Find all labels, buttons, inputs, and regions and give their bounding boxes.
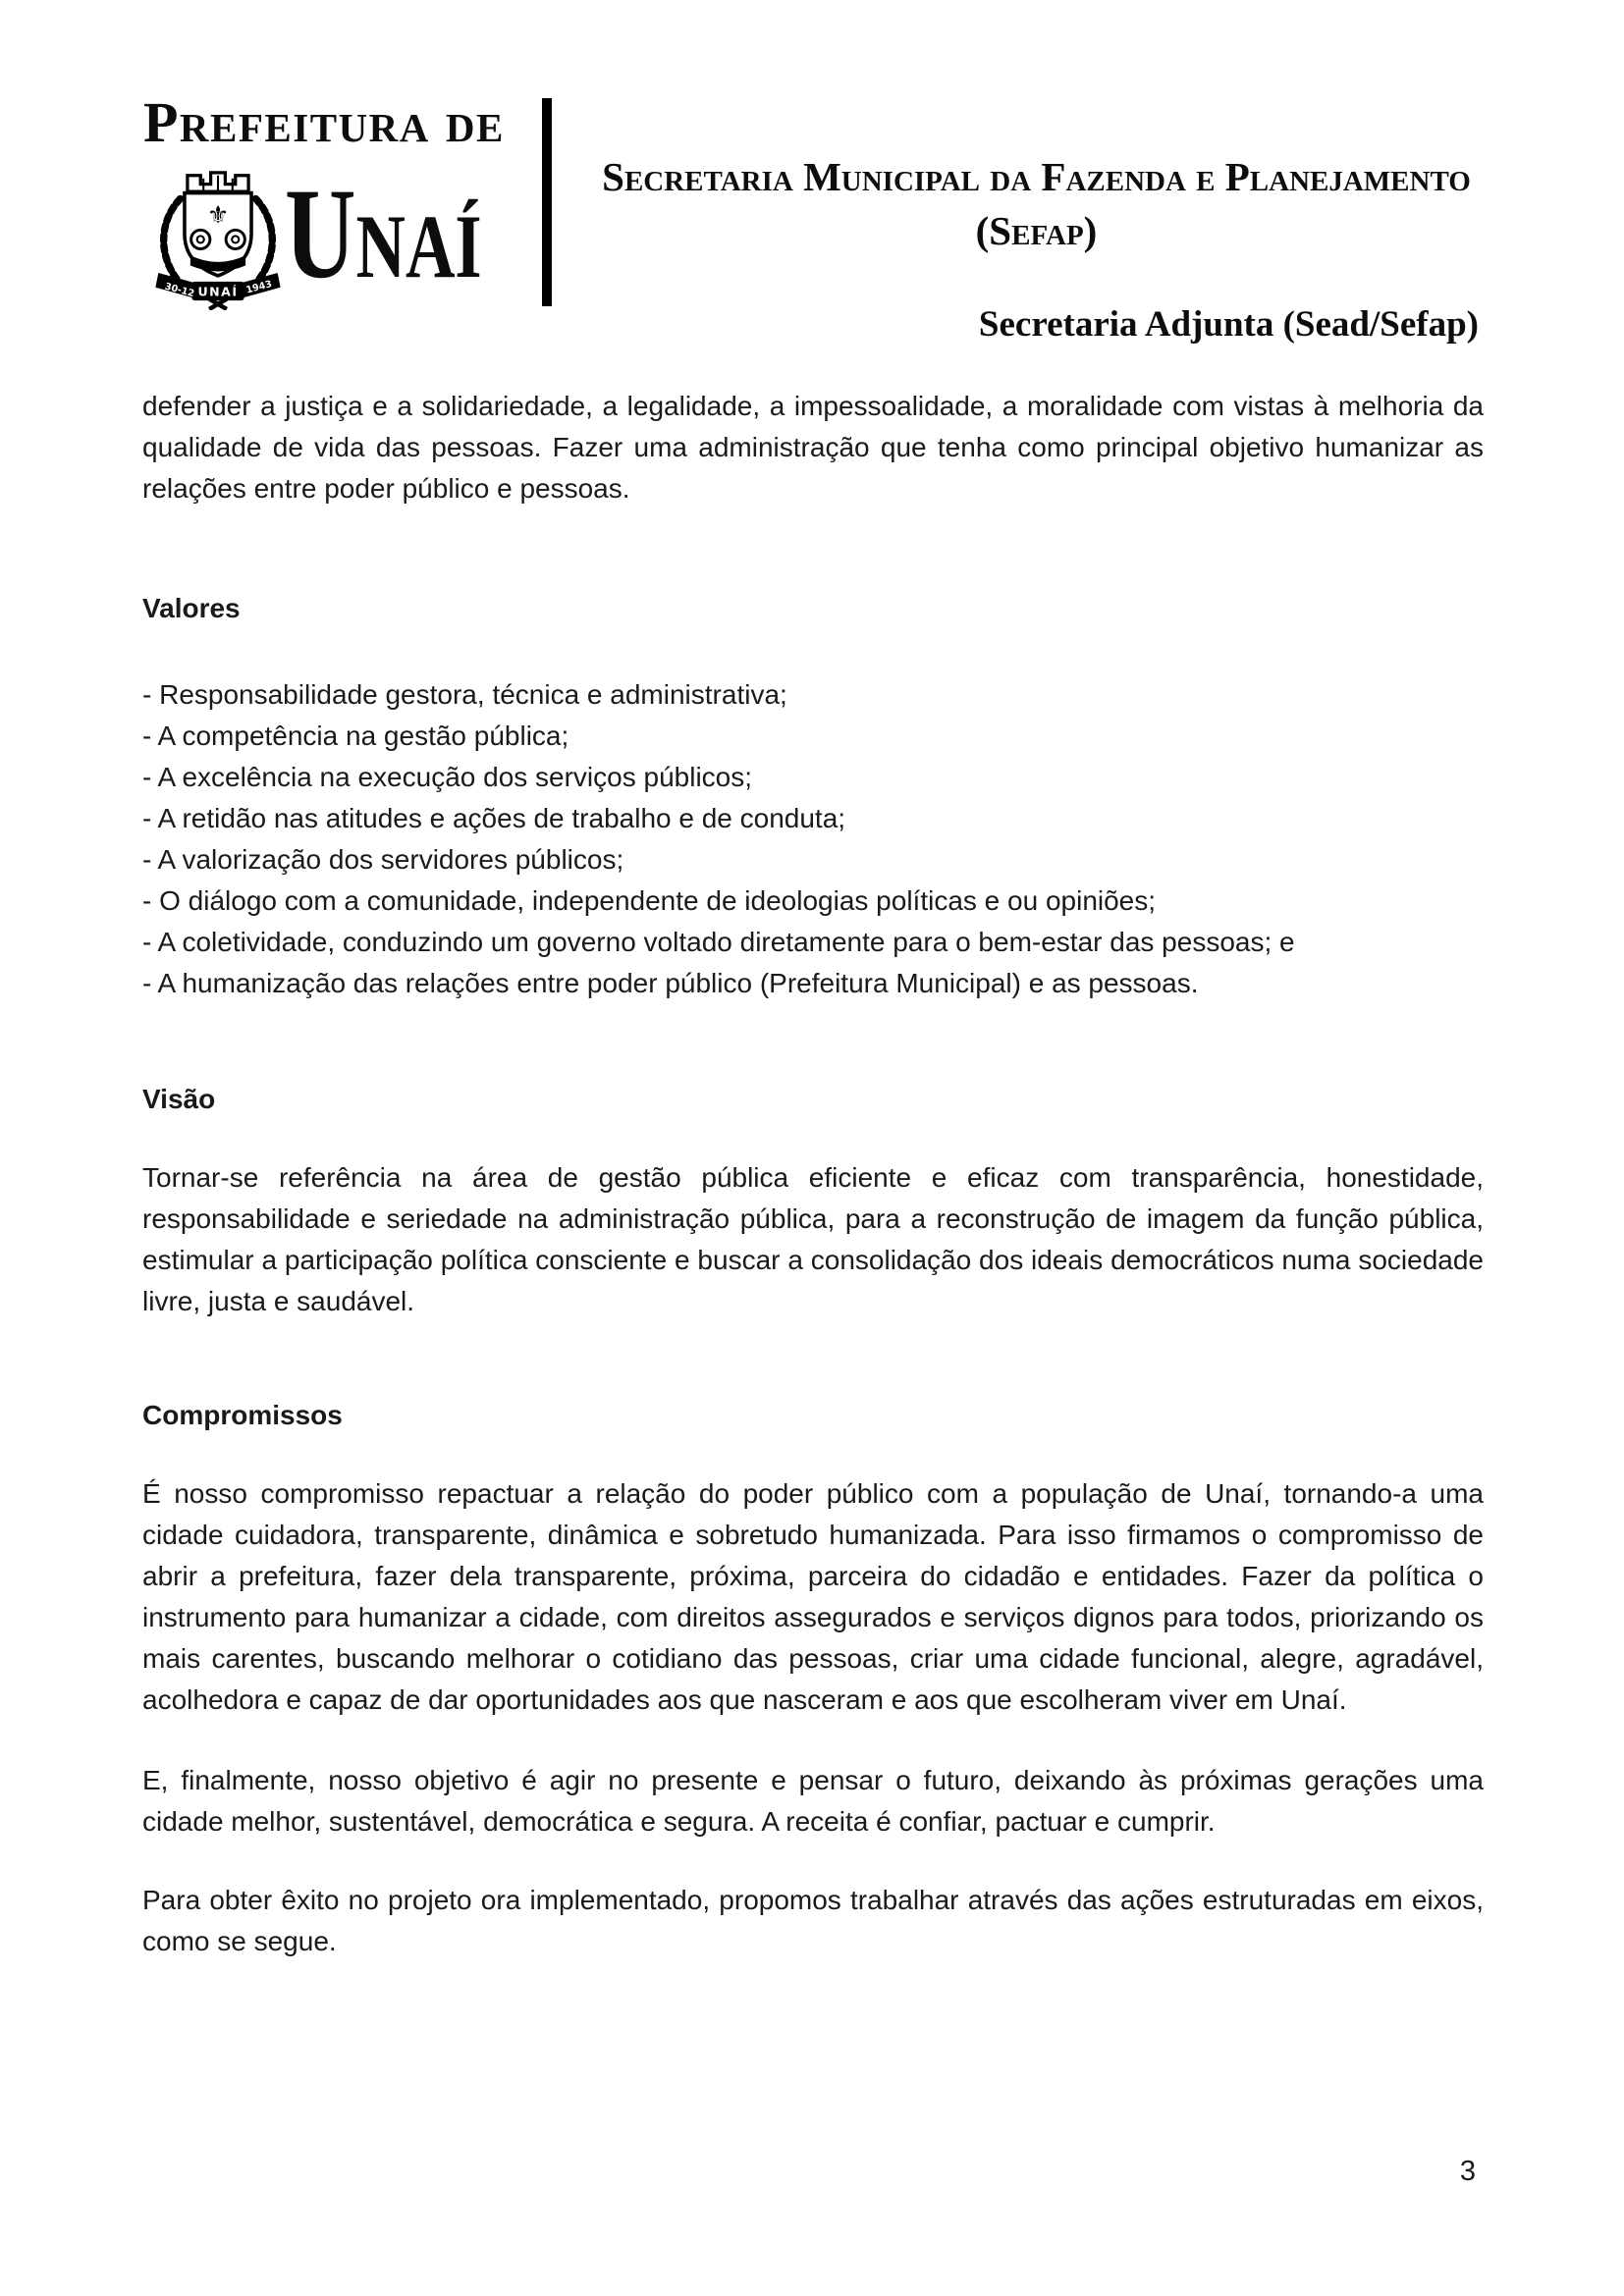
list-item: - A retidão nas atitudes e ações de trabalho e de conduta; xyxy=(142,803,846,833)
sub-department-title: Secretaria Adjunta (Sead/Sefap) xyxy=(978,304,1479,345)
crest-fleur-de-lis-icon: ⚜ xyxy=(206,200,230,230)
crest-branch-right xyxy=(255,198,272,281)
visao-paragraph: Tornar-se referência na área de gestão pública eficiente e eficaz com transparência, honestidade, responsabilidade e seriedade na administração pública, para a reconstrução de imagem da função pública, estimular a participação política consciente e buscar a consolidação dos ideais democráticos numa sociedade livre, justa e saudável. xyxy=(142,1162,1484,1316)
list-item: - A excelência na execução dos serviços públicos; xyxy=(142,762,753,792)
list-item: - A competência na gestão pública; xyxy=(142,721,569,751)
list-item: - A coletividade, conduzindo um governo voltado diretamente para o bem-estar das pessoas; e xyxy=(142,927,1295,957)
list-item: - A valorização dos servidores públicos; xyxy=(142,844,624,875)
crest-branch-left xyxy=(164,198,181,281)
department-abbreviation: (Sefap) xyxy=(975,208,1098,254)
section-visao xyxy=(142,1079,1484,1322)
list-item: - A humanização das relações entre poder público (Prefeitura Municipal) e as pessoas. xyxy=(142,968,1199,998)
brand-name: Unaí xyxy=(285,161,482,305)
header-double-rule xyxy=(542,98,552,306)
crest-banner-right-text: 1943 xyxy=(244,279,274,296)
department-title: Secretaria Municipal da Fazenda e Planejamento xyxy=(602,154,1471,199)
compromissos-paragraph: E, finalmente, nosso objetivo é agir no presente e pensar o futuro, deixando às próximas gerações uma cidade melhor, sustentável, democrática e segura. A receita é confiar, pactuar e cumprir. xyxy=(142,1765,1484,1837)
section-compromissos xyxy=(142,1395,1484,1962)
compromissos-paragraph: É nosso compromisso repactuar a relação do poder público com a população de Unaí, tornando-a uma cidade cuidadora, transparente, dinâmica e sobretudo humanizada. Para isso firmamos o compromisso de abrir a prefeitura, fazer dela transparente, próxima, parceira do cidadão e entidades. Fazer da política o instrumento para humanizar a cidade, com direitos assegurados e serviços dignos para todos, priorizando os mais carentes, buscando melhorar o cotidiano das pessoas, criar uma cidade funcional, alegre, agradável, acolhedora e capaz de dar oportunidades aos que nasceram e aos que escolheram viver em Unaí. xyxy=(142,1478,1484,1715)
list-item: - Responsabilidade gestora, técnica e administrativa; xyxy=(142,679,787,710)
crest-banner-left-text: 30-12 xyxy=(163,281,195,300)
crest-banner-center-text: UNAÍ xyxy=(197,284,239,299)
list-item: - O diálogo com a comunidade, independente de ideologias políticas e ou opiniões; xyxy=(142,885,1157,916)
section-heading-visao: Visão xyxy=(142,1084,216,1114)
page-number: 3 xyxy=(1459,2156,1477,2187)
section-heading-valores: Valores xyxy=(142,593,241,623)
document-body xyxy=(142,386,1484,1962)
valores-list xyxy=(142,674,1484,1004)
unai-coat-of-arms-icon xyxy=(145,157,291,310)
section-valores xyxy=(142,588,1484,1004)
department-title-block xyxy=(568,155,1505,253)
brand-prefix: Prefeitura de xyxy=(143,90,505,154)
intro-paragraph: defender a justiça e a solidariedade, a legalidade, a impessoalidade, a moralidade com vistas à melhoria da qualidade de vida das pessoas. Fazer uma administração que tenha como principal objetivo humanizar as relações entre poder público e pessoas. xyxy=(142,391,1484,504)
section-heading-compromissos: Compromissos xyxy=(142,1400,343,1430)
compromissos-paragraph: Para obter êxito no projeto ora implementado, propomos trabalhar através das ações estruturadas em eixos, como se segue. xyxy=(142,1885,1484,1956)
